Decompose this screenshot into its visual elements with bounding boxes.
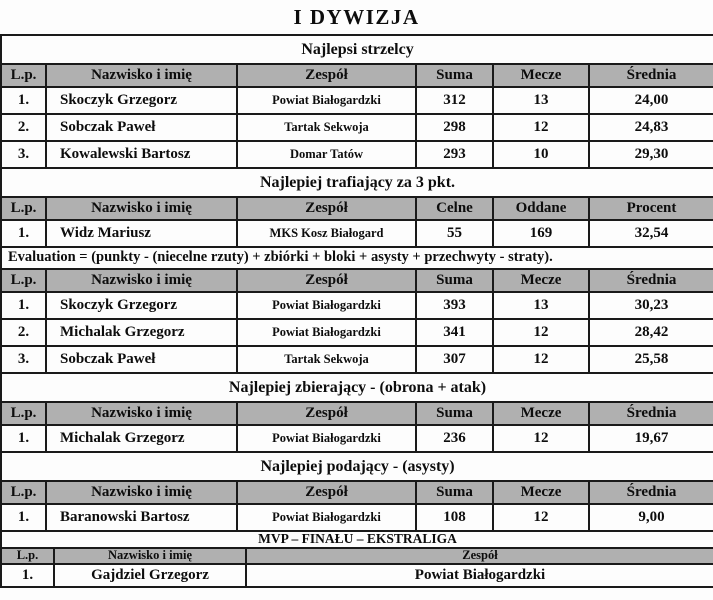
- cell-rank: 1.: [1, 292, 46, 319]
- cell-rank: 1.: [1, 220, 46, 247]
- cell-sum: 312: [416, 87, 493, 114]
- cell-games: 12: [493, 504, 589, 531]
- column-header-team: Zespół: [246, 548, 713, 564]
- cell-player: Gajdziel Grzegorz: [54, 564, 246, 587]
- cell-player: Michalak Grzegorz: [46, 425, 237, 452]
- header-row: [1, 64, 713, 87]
- section-title-rebounds: Najlepiej zbierający - (obrona + atak): [1, 373, 713, 402]
- cell-games: 13: [493, 87, 589, 114]
- column-header-sum: Suma: [416, 481, 493, 504]
- table-assists: [0, 451, 713, 532]
- cell-average: 28,42: [589, 319, 713, 346]
- table-row: [1, 346, 713, 373]
- column-header-average: Średnia: [589, 402, 713, 425]
- table-evaluation: [0, 246, 713, 374]
- cell-team: Tartak Sekwoja: [237, 114, 416, 141]
- cell-team: MKS Kosz Białogard: [237, 220, 416, 247]
- cell-player: Kowalewski Bartosz: [46, 141, 237, 168]
- cell-team: Tartak Sekwoja: [237, 346, 416, 373]
- cell-sum: 393: [416, 292, 493, 319]
- cell-sum: 236: [416, 425, 493, 452]
- cell-average: 30,23: [589, 292, 713, 319]
- column-header-team: Zespół: [237, 197, 416, 220]
- header-row: [1, 481, 713, 504]
- column-header-games: Mecze: [493, 481, 589, 504]
- cell-games: 12: [493, 425, 589, 452]
- cell-team: Powiat Białogardzki: [237, 425, 416, 452]
- section-title-three-pointers: Najlepiej trafiający za 3 pkt.: [1, 168, 713, 197]
- section-title-mvp: MVP – FINAŁU – EKSTRALIGA: [1, 531, 713, 548]
- column-header-made: Celne: [416, 197, 493, 220]
- header-row: [1, 548, 713, 564]
- page-title: I DYWIZJA: [293, 4, 420, 29]
- header-row: [1, 269, 713, 292]
- table-row: [1, 114, 713, 141]
- cell-average: 9,00: [589, 504, 713, 531]
- column-header-rank: L.p.: [1, 197, 46, 220]
- cell-sum: 341: [416, 319, 493, 346]
- column-header-sum: Suma: [416, 402, 493, 425]
- cell-sum: 307: [416, 346, 493, 373]
- column-header-player: Nazwisko i imię: [46, 64, 237, 87]
- cell-rank: 1.: [1, 87, 46, 114]
- cell-rank: 1.: [1, 504, 46, 531]
- cell-rank: 1.: [1, 425, 46, 452]
- cell-player: Michalak Grzegorz: [46, 319, 237, 346]
- cell-player: Widz Mariusz: [46, 220, 237, 247]
- cell-sum: 293: [416, 141, 493, 168]
- column-header-percent: Procent: [589, 197, 713, 220]
- column-header-player: Nazwisko i imię: [46, 481, 237, 504]
- table-row: [1, 319, 713, 346]
- section-title-top-scorers: Najlepsi strzelcy: [1, 35, 713, 64]
- column-header-games: Mecze: [493, 269, 589, 292]
- column-header-average: Średnia: [589, 269, 713, 292]
- cell-player: Skoczyk Grzegorz: [46, 292, 237, 319]
- column-header-average: Średnia: [589, 64, 713, 87]
- table-three-pointers: [0, 167, 713, 248]
- cell-sum: 108: [416, 504, 493, 531]
- table-row: [1, 220, 713, 247]
- cell-player: Sobczak Paweł: [46, 114, 237, 141]
- cell-team: Powiat Białogardzki: [237, 504, 416, 531]
- cell-average: 25,58: [589, 346, 713, 373]
- column-header-team: Zespół: [237, 481, 416, 504]
- column-header-team: Zespół: [237, 402, 416, 425]
- cell-team: Powiat Białogardzki: [237, 319, 416, 346]
- cell-average: 29,30: [589, 141, 713, 168]
- column-header-rank: L.p.: [1, 548, 54, 564]
- table-rebounds: [0, 372, 713, 453]
- column-header-rank: L.p.: [1, 481, 46, 504]
- table-row: [1, 141, 713, 168]
- section-title-assists: Najlepiej podający - (asysty): [1, 452, 713, 481]
- table-row: [1, 564, 713, 587]
- column-header-player: Nazwisko i imię: [46, 269, 237, 292]
- column-header-sum: Suma: [416, 269, 493, 292]
- cell-games: 12: [493, 114, 589, 141]
- column-header-player: Nazwisko i imię: [54, 548, 246, 564]
- cell-attempted: 169: [493, 220, 589, 247]
- evaluation-formula-note: Evaluation = (punkty - (niecelne rzuty) + zbiórki + bloki + asysty + przechwyty - straty).: [1, 247, 713, 269]
- cell-rank: 3.: [1, 141, 46, 168]
- cell-made: 55: [416, 220, 493, 247]
- column-header-sum: Suma: [416, 64, 493, 87]
- cell-average: 24,83: [589, 114, 713, 141]
- cell-player: Sobczak Paweł: [46, 346, 237, 373]
- cell-rank: 3.: [1, 346, 46, 373]
- column-header-rank: L.p.: [1, 64, 46, 87]
- cell-team: Powiat Białogardzki: [237, 292, 416, 319]
- column-header-games: Mecze: [493, 64, 589, 87]
- cell-team: Domar Tatów: [237, 141, 416, 168]
- column-header-attempted: Oddane: [493, 197, 589, 220]
- cell-player: Skoczyk Grzegorz: [46, 87, 237, 114]
- table-row: [1, 87, 713, 114]
- header-row: [1, 402, 713, 425]
- column-header-player: Nazwisko i imię: [46, 402, 237, 425]
- cell-games: 13: [493, 292, 589, 319]
- table-row: [1, 504, 713, 531]
- cell-rank: 2.: [1, 114, 46, 141]
- table-mvp: [0, 530, 713, 588]
- cell-average: 24,00: [589, 87, 713, 114]
- cell-average: 19,67: [589, 425, 713, 452]
- cell-percent: 32,54: [589, 220, 713, 247]
- table-row: [1, 292, 713, 319]
- column-header-rank: L.p.: [1, 269, 46, 292]
- column-header-team: Zespół: [237, 64, 416, 87]
- header-row: [1, 197, 713, 220]
- cell-team: Powiat Białogardzki: [246, 564, 713, 587]
- column-header-rank: L.p.: [1, 402, 46, 425]
- cell-rank: 1.: [1, 564, 54, 587]
- table-row: [1, 425, 713, 452]
- table-top-scorers: [0, 34, 713, 169]
- cell-player: Baranowski Bartosz: [46, 504, 237, 531]
- column-header-average: Średnia: [589, 481, 713, 504]
- cell-games: 10: [493, 141, 589, 168]
- column-header-player: Nazwisko i imię: [46, 197, 237, 220]
- cell-team: Powiat Białogardzki: [237, 87, 416, 114]
- cell-games: 12: [493, 346, 589, 373]
- cell-sum: 298: [416, 114, 493, 141]
- column-header-team: Zespół: [237, 269, 416, 292]
- cell-rank: 2.: [1, 319, 46, 346]
- cell-games: 12: [493, 319, 589, 346]
- column-header-games: Mecze: [493, 402, 589, 425]
